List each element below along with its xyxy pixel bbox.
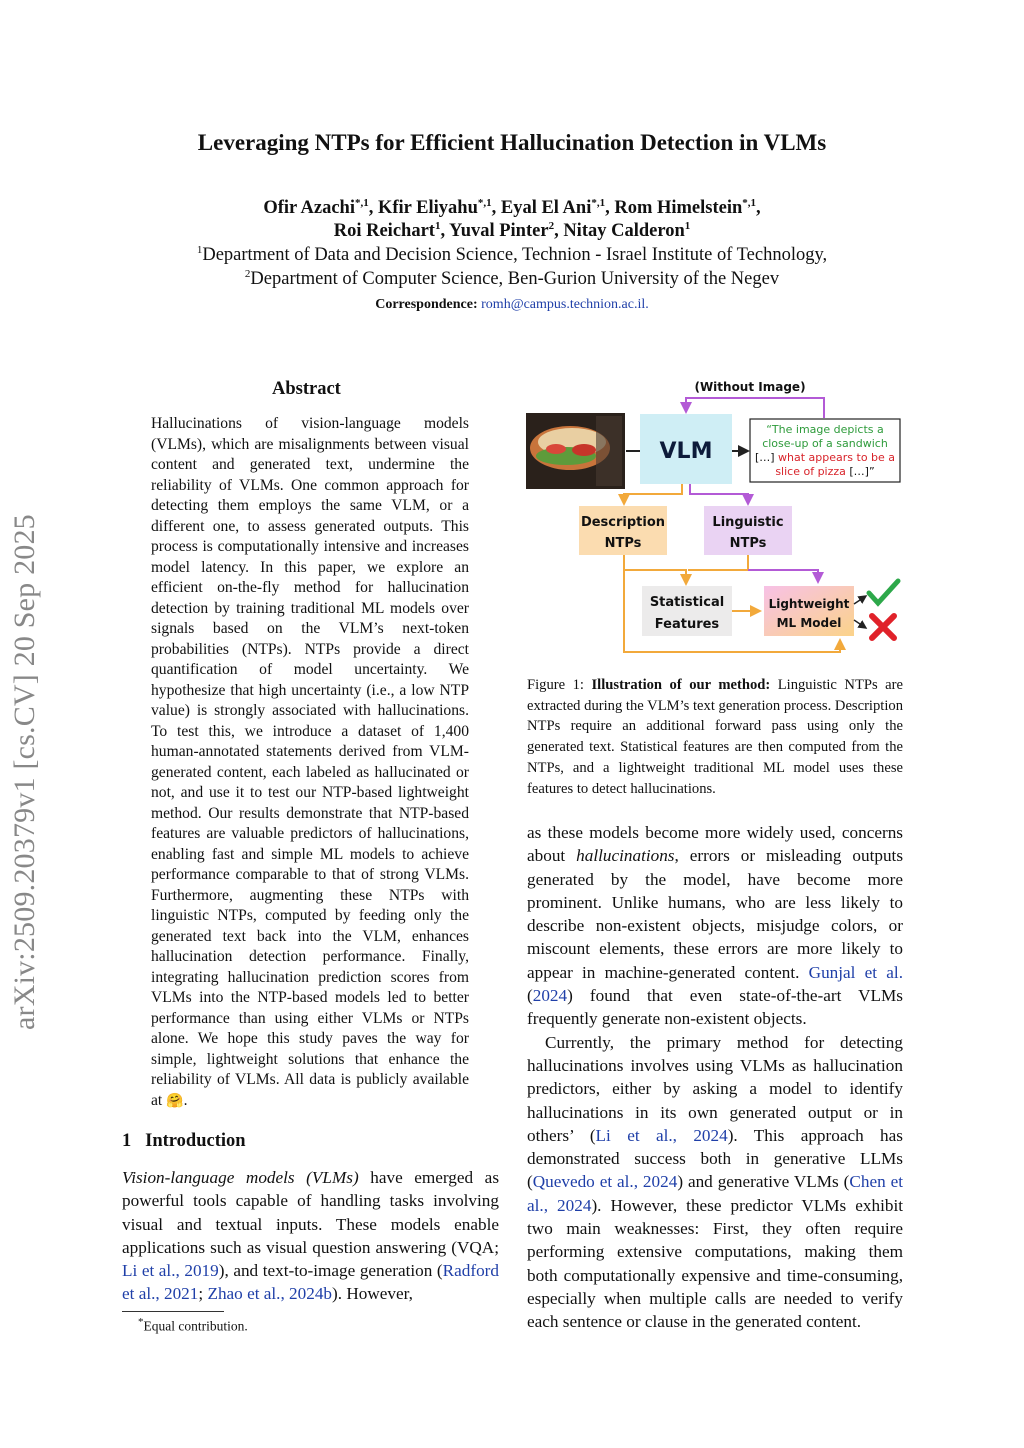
authors-line-1: Ofir Azachi$^{*,1}$, Kfir Eliyahu$^{*,1}$, Eyal El Ani$^{*,1}$, Rom Himelstein$^{*,1}$,	[263, 197, 761, 219]
abstract-heading: Abstract	[272, 379, 341, 399]
author-name: Kfir Eliyahu	[377, 198, 478, 219]
authors-line-2: Roi Reichart$^1$, Yuval Pinter$^2$, Nitay Calderon$^1$	[333, 220, 691, 242]
affiliation-sup: 1	[196, 244, 203, 256]
affiliation-text: Department of Data and Decision Science, Technion - Israel Institute of Technology,	[202, 245, 828, 266]
footnote-rule	[122, 1311, 224, 1312]
author-name: Rom Himelstein	[614, 198, 743, 219]
svg-text:slice of pizza […]”: slice of pizza […]”	[775, 465, 875, 478]
citation-link[interactable]: Radford et al., 2021	[122, 1261, 499, 1304]
text-run: as these models become more widely used, concerns about	[527, 823, 903, 866]
citation-link[interactable]: 2024	[532, 986, 568, 1006]
section-title: Introduction	[145, 1131, 246, 1151]
vlm-to-linguistic-arrow	[690, 484, 748, 504]
text-run: found that even state-of-the-art VLMs frequently generate non-existent objects.	[527, 986, 903, 1029]
text-run: , errors or misleading outputs generated by the model, have become more prominent. Unlike humans, who are less likely to describe non-existent objects, misjudge colors, or miscount elements, these errors are more likely to appear in machine-generated content.	[527, 846, 904, 982]
text-run: ;	[198, 1284, 208, 1304]
text-run: Currently, the primary method for detecting hallucinations involves using VLMs as hallucination predictors, either by asking a model to identify hallucinations in its own generated output or in others’ (	[527, 1032, 903, 1145]
affiliation-sup: 2	[244, 268, 251, 280]
cross-icon	[872, 616, 894, 638]
correspondence-label: Correspondence:	[375, 297, 478, 312]
linguistic-ntps-label-1: Linguistic	[712, 515, 784, 530]
figure-caption	[527, 675, 903, 799]
author-sup: *,1	[354, 197, 369, 209]
caption-bold: Illustration of our method:	[591, 677, 771, 693]
citation-link[interactable]: Li et al., 2019	[122, 1261, 219, 1281]
author-name: Nitay Calderon	[563, 221, 685, 242]
statistical-label-2: Features	[654, 617, 720, 632]
correspondence-email-link[interactable]: romh@campus.technion.ac.il.	[481, 297, 649, 312]
linguistic-to-statistical-arrow	[688, 555, 748, 570]
italic-term: hallucinations	[576, 846, 675, 866]
text-run: ). However,	[332, 1284, 413, 1304]
author-sup: 1	[684, 220, 691, 232]
footnote-text: Equal contribution.	[143, 1318, 248, 1334]
method-diagram	[522, 376, 907, 666]
check-icon	[869, 581, 898, 603]
author-sup: *,1	[742, 197, 757, 209]
model-to-hallucination-arrow	[854, 620, 866, 628]
input-image	[526, 413, 625, 489]
model-to-correct-arrow	[854, 596, 866, 604]
text-run: ) and generative VLMs (	[677, 1172, 850, 1192]
caption-text: Linguistic NTPs are extracted during the VLM’s text generation process. Description NTPs require an additional forward pass using only the generated text. Statistical features are then computed from the NTPs, and a lightweight traditional ML model uses these features to detect hallucinations.	[527, 677, 903, 797]
citation-link[interactable]: Quevedo et al., 2024	[532, 1172, 678, 1192]
right-column-text	[527, 821, 903, 1334]
introduction-paragraph	[122, 1166, 499, 1306]
citation-link[interactable]: Li et al., 2024	[595, 1125, 728, 1145]
author-sup: *,1	[591, 197, 606, 209]
citation-link[interactable]: Chen et al., 2024	[527, 1172, 903, 1215]
footnote	[138, 1316, 248, 1335]
author-sup: 2	[548, 220, 555, 232]
author-name: Roi Reichart	[333, 221, 435, 242]
arxiv-identifier: arXiv:2509.20379v1 [cs.CV] 20 Sep 2025	[8, 514, 41, 1030]
text-run: ). This approach has demonstrated success both in generative LLMs (	[527, 1125, 903, 1192]
section-number: 1	[122, 1131, 132, 1151]
footnote-mark: *	[138, 1316, 144, 1328]
text-run: ). However, these predictor VLMs exhibit two main weaknesses: First, they often require performing extensive computations, making them both computationally expensive and time-consuming, especially when multiple calls are needed to verify each sentence or clause in the generated content.	[527, 1195, 904, 1332]
description-ntps-label-2: NTPs	[604, 536, 642, 551]
linguistic-ntps-label-2: NTPs	[729, 536, 767, 551]
author-sup: 1	[434, 220, 441, 232]
lightweight-label-1: Lightweight	[768, 597, 850, 611]
affiliation-text: Department of Computer Science, Ben-Gurion University of the Negev	[250, 269, 780, 290]
svg-text:[…] what appears to be a: […] what appears to be a	[754, 451, 896, 464]
correspondence	[0, 297, 1024, 313]
text-run: ), and text-to-image generation (	[218, 1261, 443, 1281]
lightweight-label-2: ML Model	[776, 616, 842, 630]
svg-text:“The image depicts a: “The image depicts a	[766, 423, 884, 436]
citation-link[interactable]: Zhao et al., 2024b	[207, 1284, 333, 1304]
linguistic-to-model-arrow	[748, 570, 818, 582]
description-ntps-label-1: Description	[580, 515, 666, 530]
svg-text:close-up of a sandwich: close-up of a sandwich	[762, 437, 888, 450]
affiliation-2	[0, 268, 1024, 290]
author-name: Ofir Azachi	[263, 198, 355, 219]
abstract-text: Hallucinations of vision-language models (VLMs), which are misalignments between visual content and generated text, undermine the reliability of VLMs. One common approach for detecting them employs the same VLM, or a different one, to assess generated outputs. This process is computationally intensive and increases model latency. In this paper, we explore an efficient on-the-fly method for hallucination detection by training traditional ML models over signals based on the VLM’s next-token probabilities (NTPs). NTPs provide a direct quantification of model uncertainty. We hypothesize that high uncertainty (i.e., a low NTP value) is strongly associated with hallucinations. To test this, we introduce a dataset of 1,400 human-annotated statements derived from VLM-generated content, each labeled as hallucinated or not, and use it to test our NTP-based lightweight method. Our results demonstrate that NTP-based features are valuable predictors of hallucinations, enabling fast and simple ML models to achieve performance comparable to that of strong VLMs. Furthermore, augmenting these NTPs with linguistic NTPs, computed by feeding only the generated text back into the VLM, enhances hallucination detection performance. Finally, integrating hallucination prediction scores from VLMs into the NTP-based models led to better performance than using either VLMs or NTPs alone. We hope this study paves the way for simple, lightweight solutions that enhance the reliability of VLMs. All data is publicly available at 🤗.	[151, 415, 469, 1109]
generated-output-text	[755, 423, 895, 478]
author-name: Eyal El Ani	[500, 198, 592, 219]
statistical-label-1: Statistical	[649, 595, 725, 610]
author-sup: *,1	[477, 197, 492, 209]
paragraph	[527, 1031, 903, 1334]
description-to-statistical-arrow	[624, 555, 686, 584]
without-image-label: (Without Image)	[694, 380, 806, 394]
affiliation-1	[0, 244, 1024, 266]
citation-link[interactable]: Gunjal et al.	[808, 962, 903, 982]
section-heading-introduction	[122, 1131, 246, 1152]
paragraph: as these models become more widely used, concerns about hallucinations, errors or misleading outputs generated by the model, have become more prominent. Unlike humans, who are less likely to describe non-existent objects, misjudge colors, or miscount elements, these errors are more likely to appear in machine-generated content. Gunjal et al. (2024) found that even state-of-the-art VLMs frequently generate non-existent objects.	[527, 823, 904, 1029]
hugging-face-icon[interactable]: 🤗	[166, 1092, 184, 1109]
caption-label: Figure 1:	[527, 677, 584, 693]
text-run: have emerged as powerful tools capable of handling tasks involving visual and textual inputs. These models enable applications such as visual question answering (VQA;	[122, 1168, 500, 1257]
paper-title: Leveraging NTPs for Efficient Hallucination Detection in VLMs	[197, 130, 827, 155]
italic-term: Vision-language models (VLMs)	[122, 1168, 359, 1187]
vlm-to-description-arrow	[624, 484, 682, 504]
author-name: Yuval Pinter	[449, 221, 549, 242]
vlm-label: VLM	[659, 439, 713, 464]
abstract-body: Hallucinations of vision-language models (VLMs), which are misalignments between visual content and generated text, undermine the reliability of VLMs. One common approach for detecting them employs the same VLM, or a different one, to assess generated outputs. This process is computationally intensive and increases model latency. In this paper, we explore an efficient on-the-fly method for hallucination detection by training traditional ML models over signals based on the VLM’s next-token probabilities (NTPs). NTPs provide a direct quantification of model uncertainty. We hypothesize that high uncertainty (i.e., a low NTP value) is strongly associated with hallucinations. To test this, we introduce a dataset of 1,400 human-annotated statements derived from VLM-generated content, each labeled as hallucinated or not, and use it to test our NTP-based lightweight method. Our results demonstrate that NTP-based features are valuable predictors of hallucinations, enabling fast and simple ML models to achieve performance comparable to that of strong VLMs. Furthermore, augmenting these NTPs with linguistic NTPs, computed by feeding only the generated text back into the VLM, enhances hallucination detection performance. Finally, integrating hallucination prediction scores from VLMs into the NTP-based models led to better performance than using either VLMs or NTPs alone. We hope this study paves the way for simple, lightweight solutions that enhance the reliability of VLMs. All data is publicly available at	[151, 415, 469, 1109]
